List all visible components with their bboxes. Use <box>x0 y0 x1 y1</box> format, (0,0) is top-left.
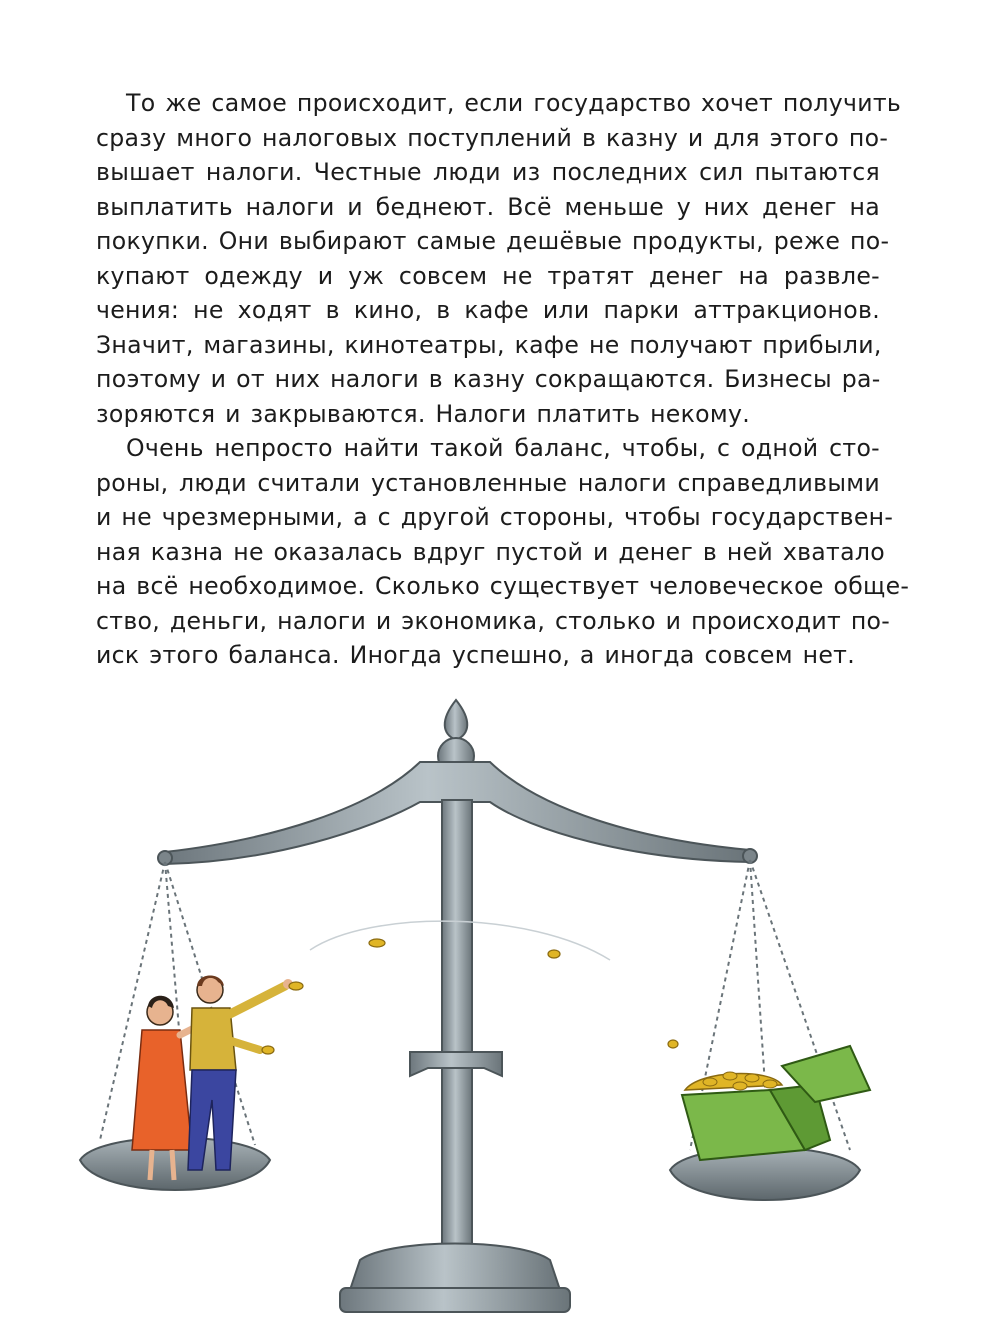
text-line: зоряются и закрываются. Налоги платить некому. <box>96 399 751 428</box>
text-line: купают одежду и уж совсем не тратят денег на развле- <box>96 261 880 290</box>
paragraph-2 <box>96 431 910 673</box>
paragraph-1 <box>96 86 902 431</box>
text-line: ная казна не оказалась вдруг пустой и денег в ней хватало <box>96 537 885 566</box>
text-line: иск этого баланса. Иногда успешно, а иногда совсем нет. <box>96 641 856 669</box>
scale-column <box>442 800 472 1250</box>
treasure-chest <box>682 1046 870 1160</box>
text-line: Очень непросто найти такой баланс, чтобы, с одной сто- <box>126 434 880 462</box>
balance-scale-illustration <box>70 690 950 1330</box>
text-line: Значит, магазины, кинотеатры, кафе не получают прибыли, <box>96 330 882 359</box>
text-line: и не чрезмерными, а с другой стороны, чтобы государствен- <box>96 503 894 531</box>
scale-base <box>350 1244 560 1291</box>
text-line: чения: не ходят в кино, в кафе или парки аттракционов. <box>96 296 880 324</box>
man-figure <box>188 976 293 1171</box>
text-line: вышает налоги. Честные люди из последних сил пытаются <box>96 158 880 186</box>
text-line: сразу много налоговых поступлений в казну и для этого по- <box>96 123 889 152</box>
text-line: выплатить налоги и беднеют. Всё меньше у них денег на <box>96 192 880 221</box>
text-line: роны, люди считали установленные налоги справедливыми <box>96 468 880 497</box>
text-line: на всё необходимое. Сколько существует человеческое обще- <box>96 572 910 600</box>
text-line: поэтому и от них налоги в казну сокращаются. Бизнесы ра- <box>96 365 881 393</box>
text-line: То же самое происходит, если государство хочет получить <box>126 89 902 117</box>
text-line: ство, деньги, налоги и экономика, столько и происходит по- <box>96 606 891 635</box>
text-line: покупки. Они выбирают самые дешёвые продукты, реже по- <box>96 227 890 255</box>
text-block <box>96 86 910 673</box>
